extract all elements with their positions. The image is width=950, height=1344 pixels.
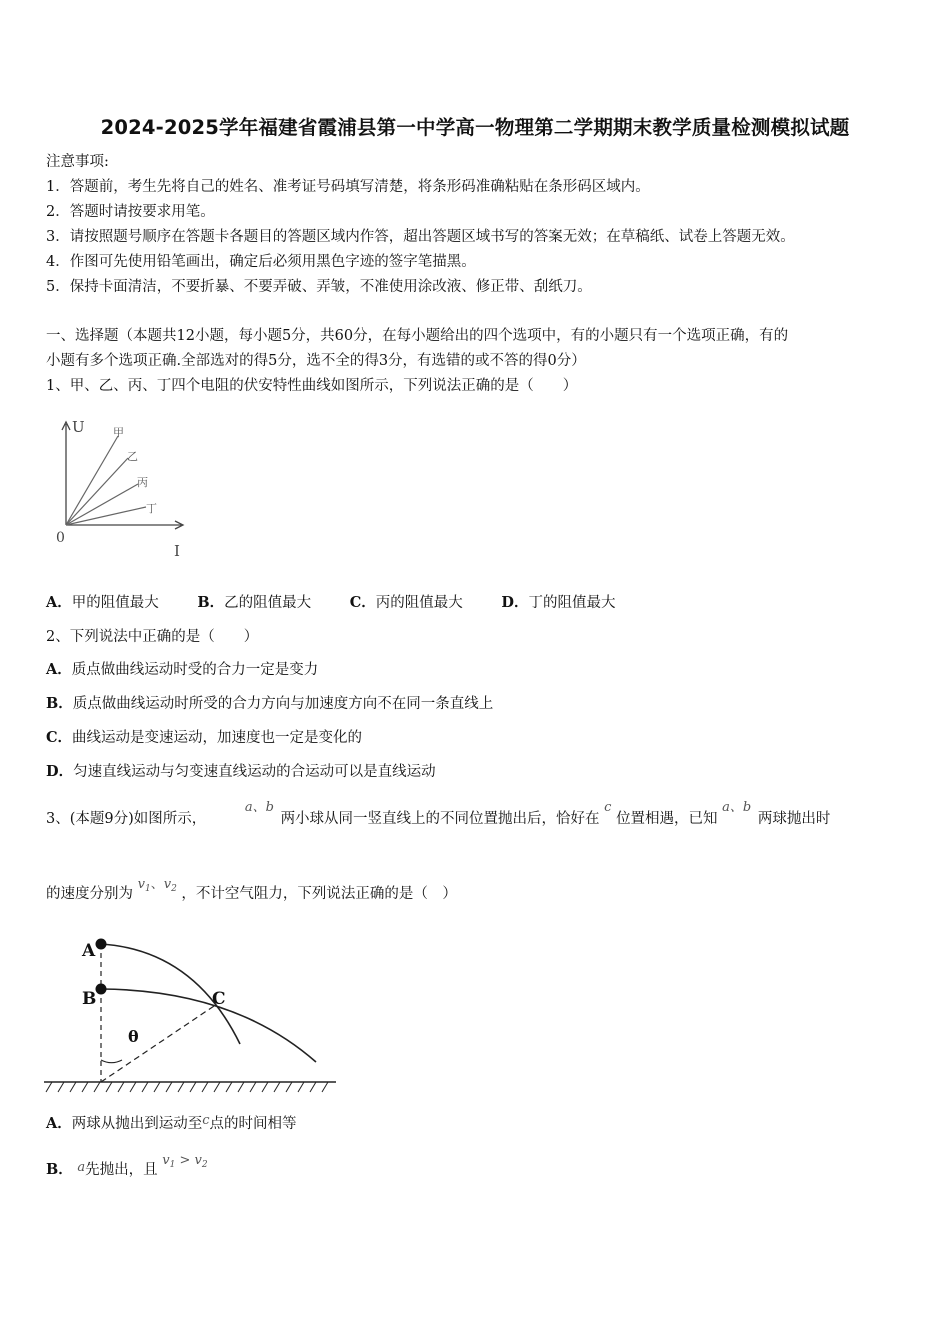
q3-angle-label: θ — [128, 1027, 139, 1046]
q3-option-b-a-symbol: a — [77, 1160, 86, 1175]
q3-v1: v — [137, 877, 145, 892]
notice-item-1: 1．答题前，考生先将自己的姓名、准考证号码填写清楚，将条形码准确粘贴在条形码区域内。 — [46, 179, 650, 195]
q1-option-d-text: 丁的阻值最大 — [528, 595, 616, 611]
section-heading-line2: 小题有多个选项正确.全部选对的得5分，选不全的得3分，有选错的或不答的得0分） — [46, 353, 586, 369]
q2-option-d[interactable] — [46, 762, 436, 782]
q3-mid-1: 两小球从同一竖直线上的不同位置抛出后，恰好在 — [280, 811, 600, 827]
q3-v-separator: 、 — [150, 877, 164, 892]
q2-option-c-text: 曲线运动是变速运动，加速度也一定是变化的 — [72, 730, 363, 746]
q2-option-d-letter: D． — [46, 763, 74, 780]
section-heading-line1: 一、选择题（本题共12小题，每小题5分，共60分，在每小题给出的四个选项中，有的小题只有一个选项正确，有的 — [46, 328, 789, 344]
q1-option-d[interactable] — [501, 595, 615, 611]
q3-mid-2: 位置相遇，已知 — [616, 811, 718, 827]
q2-option-b-letter: B． — [46, 695, 73, 712]
q3-option-b-gt: > — [175, 1153, 195, 1168]
q3-option-a[interactable] — [46, 1114, 297, 1135]
q3-prefix: 3、(本题9分)如图所示， — [46, 811, 207, 827]
q1-option-a[interactable] — [46, 595, 159, 611]
q1-curve-label-ding: 丁 — [146, 502, 157, 515]
question-1-stem: 1、甲、乙、丙、丁四个电阻的伏安特性曲线如图所示，下列说法正确的是（ ） — [46, 378, 578, 394]
q3-v1-subscript: 1 — [144, 884, 151, 894]
q3-option-b[interactable] — [46, 1153, 208, 1185]
q3-option-b-inequality — [162, 1153, 207, 1168]
q3-c-symbol-1: c — [604, 800, 612, 815]
q1-option-b[interactable] — [197, 595, 311, 611]
notice-item-2: 2．答题时请按要求用笔。 — [46, 204, 215, 220]
q3-option-a-letter: A． — [46, 1115, 72, 1132]
q2-option-a[interactable] — [46, 660, 318, 680]
q3-option-b-v2-subscript: 2 — [201, 1160, 208, 1170]
q1-option-a-letter: A． — [46, 594, 72, 611]
q2-option-b[interactable] — [46, 694, 493, 714]
q1-option-b-letter: B． — [197, 594, 225, 611]
q1-option-c-letter: C． — [349, 594, 376, 611]
q1-curve-label-yi: 乙 — [127, 450, 138, 463]
q1-option-c-text: 丙的阻值最大 — [375, 595, 463, 611]
q1-option-d-letter: D． — [501, 594, 529, 611]
q2-option-d-text: 匀速直线运动与匀变速直线运动的合运动可以是直线运动 — [73, 764, 436, 780]
q3-option-a-c-symbol: c — [202, 1113, 210, 1128]
q3-label-a: A — [82, 941, 96, 961]
q3-v2-subscript: 2 — [171, 884, 177, 894]
q1-origin-label: 0 — [56, 530, 65, 546]
question-2-stem: 2、下列说法中正确的是（ ） — [46, 629, 259, 645]
q3-v-symbols — [138, 877, 177, 892]
q1-x-axis-label: I — [174, 542, 180, 560]
q3-label-c: C — [212, 989, 226, 1009]
question-3-stem-line1 — [46, 800, 831, 830]
q2-option-a-text: 质点做曲线运动时受的合力一定是变力 — [71, 662, 319, 678]
q3-option-b-v2: v — [194, 1153, 202, 1168]
q2-option-a-letter: A． — [46, 661, 72, 678]
q1-curve-label-bing: 丙 — [137, 476, 148, 489]
notice-item-3: 3．请按照题号顺序在答题卡各题目的答题区域内作答，超出答题区域书写的答案无效；在草稿纸、试卷上答题无效。 — [46, 229, 795, 245]
q3-line2-suffix: ，不计空气阻力，下列说法正确的是（ ） — [181, 886, 457, 902]
q2-option-b-text: 质点做曲线运动时所受的合力方向与加速度方向不在同一条直线上 — [72, 696, 494, 712]
q3-option-b-letter: B． — [46, 1161, 73, 1178]
q3-projectile-figure — [44, 932, 344, 1100]
q3-option-b-v1-subscript: 1 — [169, 1160, 176, 1170]
q1-option-a-text: 甲的阻值最大 — [71, 595, 159, 611]
q1-option-c[interactable] — [350, 595, 463, 611]
notice-item-5: 5．保持卡面清洁，不要折暴、不要弄破、弄皱，不准使用涂改液、修正带、刮纸刀。 — [46, 279, 592, 295]
q1-option-b-text: 乙的阻值最大 — [224, 595, 312, 611]
q3-option-b-v1: v — [162, 1153, 170, 1168]
q3-end-1: 两球抛出时 — [757, 811, 831, 827]
q3-ab-symbol-1: a、b — [244, 800, 274, 815]
q2-option-c-letter: C． — [46, 729, 73, 746]
q3-option-b-text: 先抛出，且 — [85, 1162, 158, 1178]
q1-iv-graph — [50, 412, 190, 562]
page-title: 2024-2025学年福建省霞浦县第一中学高一物理第二学期期末教学质量检测模拟试题 — [100, 116, 850, 139]
question-3-stem-line2 — [46, 877, 457, 909]
q3-option-a-text-post: 点的时间相等 — [209, 1116, 297, 1132]
question-1-options — [46, 593, 615, 613]
q3-line2-prefix: 的速度分别为 — [46, 886, 133, 902]
q1-y-axis-label: U — [72, 418, 85, 436]
q3-v2: v — [163, 877, 172, 892]
q3-label-b: B — [82, 989, 97, 1009]
q2-option-c[interactable] — [46, 728, 362, 748]
q1-curve-label-jia: 甲 — [113, 426, 124, 439]
q3-ab-symbol-2: a、b — [722, 800, 752, 815]
notice-heading: 注意事项: — [46, 154, 109, 170]
notice-item-4: 4．作图可先使用铅笔画出，确定后必须用黑色字迹的签字笔描黑。 — [46, 254, 476, 270]
q3-option-a-text-pre: 两球从抛出到运动至 — [71, 1116, 203, 1132]
